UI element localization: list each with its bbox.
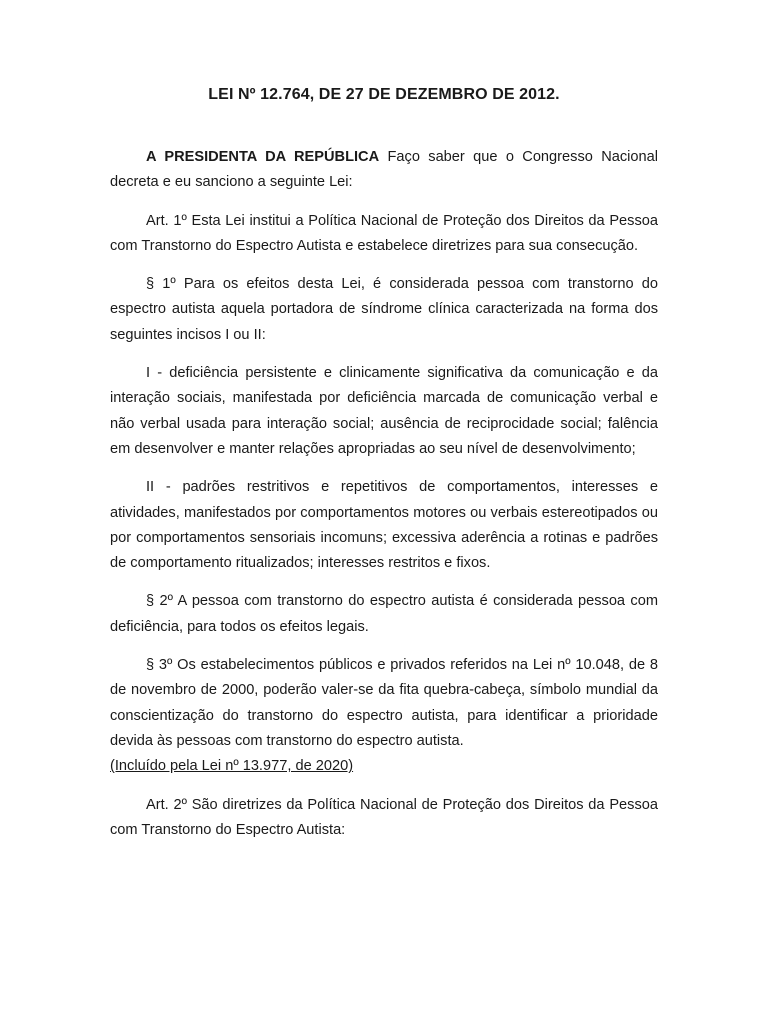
paragraph-3-text: § 3º Os estabelecimentos públicos e privados referidos na Lei nº 10.048, de 8 de novembro de 2000, poderão valer-se da fita quebra-cabeça, símbolo mundial da conscientização do transtorno do espectro autista, para identificar a prioridade devida às pessoas com transtorno do espectro autista. xyxy=(110,657,658,749)
preamble-text: Faço saber que o Congresso Nacional decreta e eu sanciono a seguinte Lei: xyxy=(110,149,658,191)
paragraph-2-section: § 2º A pessoa com transtorno do espectro autista é considerada pessoa com deficiência, para todos os efeitos legais. xyxy=(110,593,658,635)
amendment-note-link[interactable]: (Incluído pela Lei nº 13.977, de 2020) xyxy=(110,758,354,775)
paragraph-1-section: § 1º Para os efeitos desta Lei, é considerada pessoa com transtorno do espectro autista aquela portadora de síndrome clínica caracterizada na forma dos seguintes incisos I ou II: xyxy=(110,276,658,343)
paragraph-3-section xyxy=(110,653,658,779)
article-2-paragraph: Art. 2º São diretrizes da Política Nacional de Proteção dos Direitos da Pessoa com Transtorno do Espectro Autista: xyxy=(110,796,658,838)
inciso-i-paragraph: I - deficiência persistente e clinicamente significativa da comunicação e da interação sociais, manifestada por deficiência marcada de comunicação verbal e não verbal usada para interação social; ausência de reciprocidade social; falência em desenvolver e manter relações apropriadas ao seu nível de desenvolvimento; xyxy=(110,365,658,457)
article-1-paragraph: Art. 1º Esta Lei institui a Política Nacional de Proteção dos Direitos da Pessoa com Transtorno do Espectro Autista e estabelece diretrizes para sua consecução. xyxy=(110,212,658,254)
inciso-ii-paragraph: II - padrões restritivos e repetitivos de comportamentos, interesses e atividades, manifestados por comportamentos motores ou verbais estereotipados ou por comportamentos sensoriais incomuns; excessiva aderência a rotinas e padrões de comportamento ritualizados; interesses restritos e fixos. xyxy=(110,479,658,572)
preamble-bold: A PRESIDENTA DA REPÚBLICA xyxy=(146,149,380,165)
preamble-paragraph xyxy=(110,145,658,196)
law-title: LEI Nº 12.764, DE 27 DE DEZEMBRO DE 2012. xyxy=(208,86,560,103)
law-body xyxy=(110,145,658,843)
